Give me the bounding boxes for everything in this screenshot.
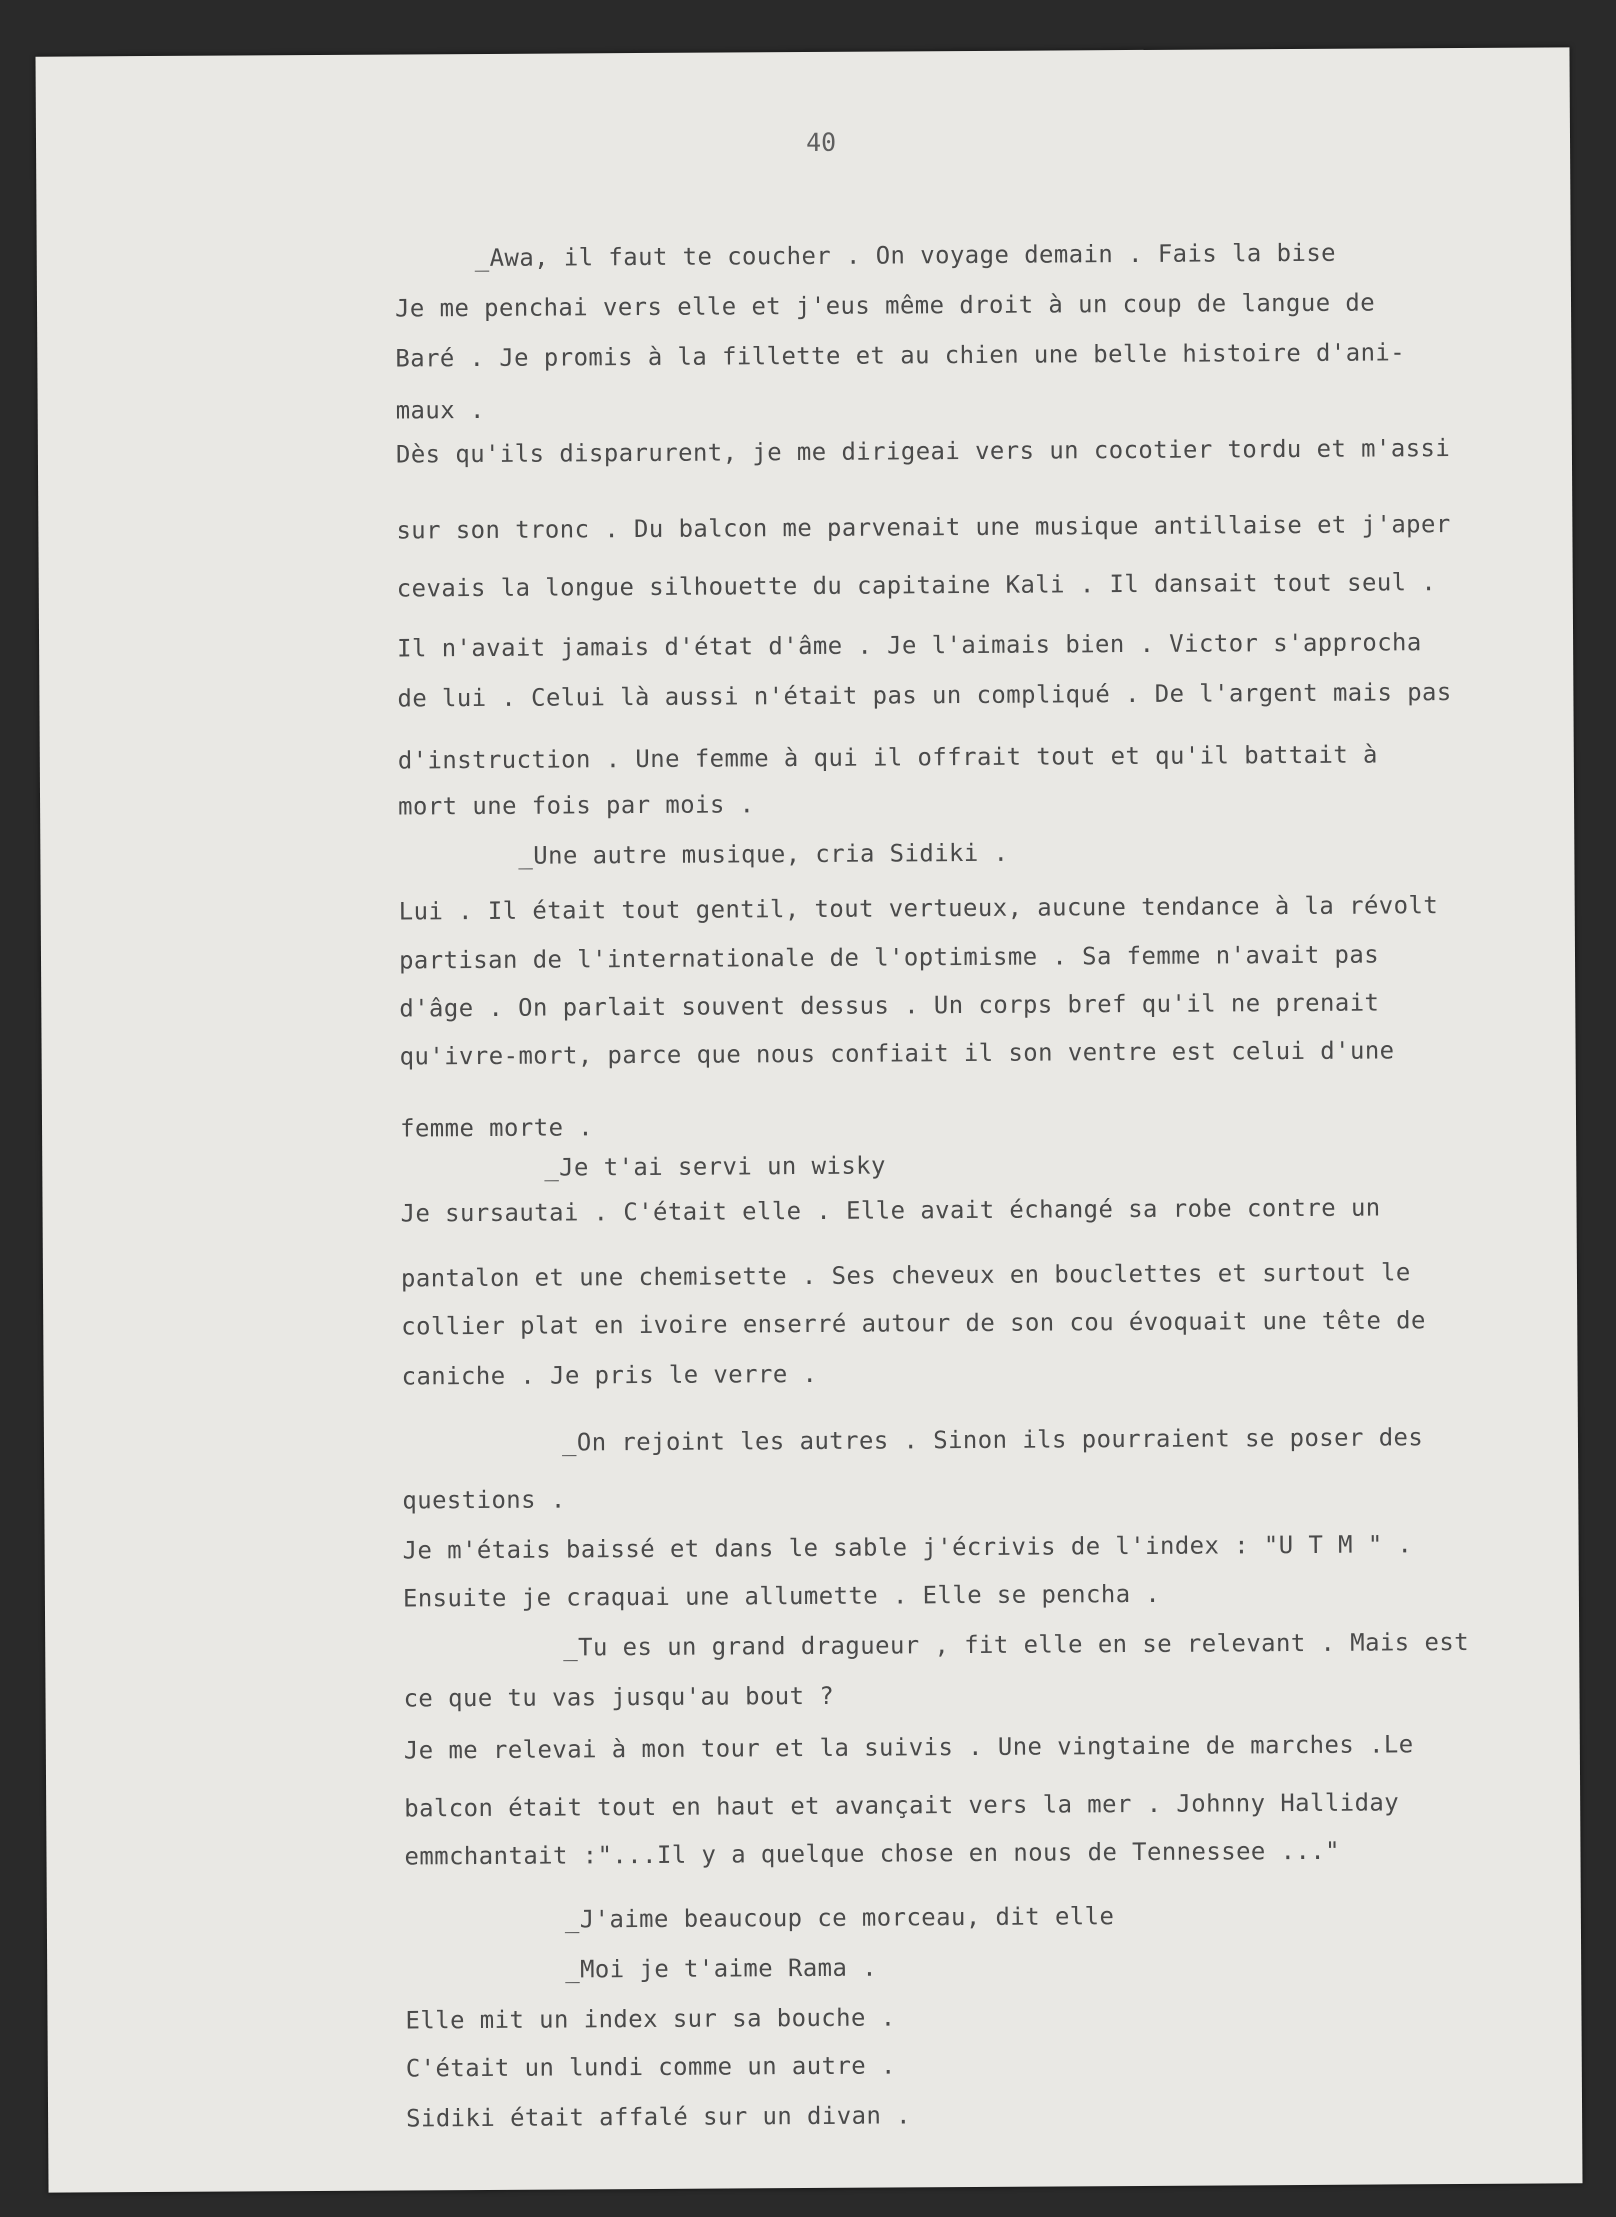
text-line: questions .: [402, 1485, 566, 1515]
text-line: Je me relevai à mon tour et la suivis . Une vingtaine de marches .Le: [403, 1730, 1414, 1765]
text-line: Il n'avait jamais d'état d'âme . Je l'aimais bien . Victor s'approcha: [397, 628, 1422, 663]
text-line: sur son tronc . Du balcon me parvenait une musique antillaise et j'aper: [396, 510, 1451, 545]
text-line: partisan de l'internationale de l'optimisme . Sa femme n'avait pas: [398, 940, 1380, 975]
text-line: Je m'étais baissé et dans le sable j'écrivis de l'index : "U T M " .: [402, 1530, 1413, 1565]
text-line: _Je t'ai servi un wisky: [544, 1151, 886, 1182]
text-line: maux .: [395, 395, 485, 425]
text-line: Ensuite je craquai une allumette . Elle se pencha .: [402, 1579, 1161, 1613]
text-line: ce que tu vas jusqu'au bout ?: [403, 1681, 835, 1713]
text-line: C'était un lundi comme un autre .: [405, 2051, 896, 2083]
text-line: Sidiki était affalé sur un divan .: [406, 2101, 912, 2133]
text-line: emmchantait :"...Il y a quelque chose en nous de Tennessee ...": [404, 1836, 1341, 1871]
text-line: pantalon et une chemisette . Ses cheveux en bouclettes et surtout le: [400, 1258, 1411, 1293]
text-line: _Moi je t'aime Rama .: [565, 1953, 878, 1984]
text-line: _J'aime beaucoup ce morceau, dit elle: [564, 1902, 1115, 1934]
text-line: _Tu es un grand dragueur , fit elle en se relevant . Mais est: [563, 1627, 1470, 1662]
text-line: Je sursautai . C'était elle . Elle avait échangé sa robe contre un: [400, 1193, 1381, 1228]
text-line: qu'ivre-mort, parce que nous confiait il son ventre est celui d'une: [399, 1036, 1395, 1071]
text-line: Lui . Il était tout gentil, tout vertueux, aucune tendance à la révolt: [398, 891, 1439, 926]
text-line: Dès qu'ils disparurent, je me dirigeai vers un cocotier tordu et m'assi: [395, 434, 1451, 469]
text-line: de lui . Celui là aussi n'était pas un compliqué . De l'argent mais pas: [397, 678, 1452, 713]
text-line: caniche . Je pris le verre .: [401, 1359, 818, 1391]
text-line: d'âge . On parlait souvent dessus . Un corps bref qu'il ne prenait: [399, 988, 1380, 1023]
text-line: _Awa, il faut te coucher . On voyage demain . Fais la bise: [474, 238, 1337, 273]
text-line: Je me penchai vers elle et j'eus même droit à un coup de langue de: [394, 288, 1376, 323]
text-line: Elle mit un index sur sa bouche .: [405, 2003, 896, 2035]
typewritten-page: [35, 47, 1582, 2192]
text-line: mort une fois par mois .: [397, 790, 755, 821]
text-line: _On rejoint les autres . Sinon ils pourraient se poser des: [561, 1423, 1424, 1457]
text-line: d'instruction . Une femme à qui il offrait tout et qu'il battait à: [397, 740, 1378, 775]
text-line: balcon était tout en haut et avançait vers la mer . Johnny Halliday: [404, 1788, 1400, 1823]
text-line: cevais la longue silhouette du capitaine Kali . Il dansait tout seul .: [396, 568, 1437, 603]
page-number: 40: [805, 127, 837, 157]
text-line: _Une autre musique, cria Sidiki .: [518, 838, 1009, 870]
text-line: femme morte .: [399, 1113, 594, 1143]
text-line: Baré . Je promis à la fillette et au chien une belle histoire d'ani-: [395, 338, 1406, 373]
text-line: collier plat en ivoire enserré autour de son cou évoquait une tête de: [401, 1306, 1426, 1341]
